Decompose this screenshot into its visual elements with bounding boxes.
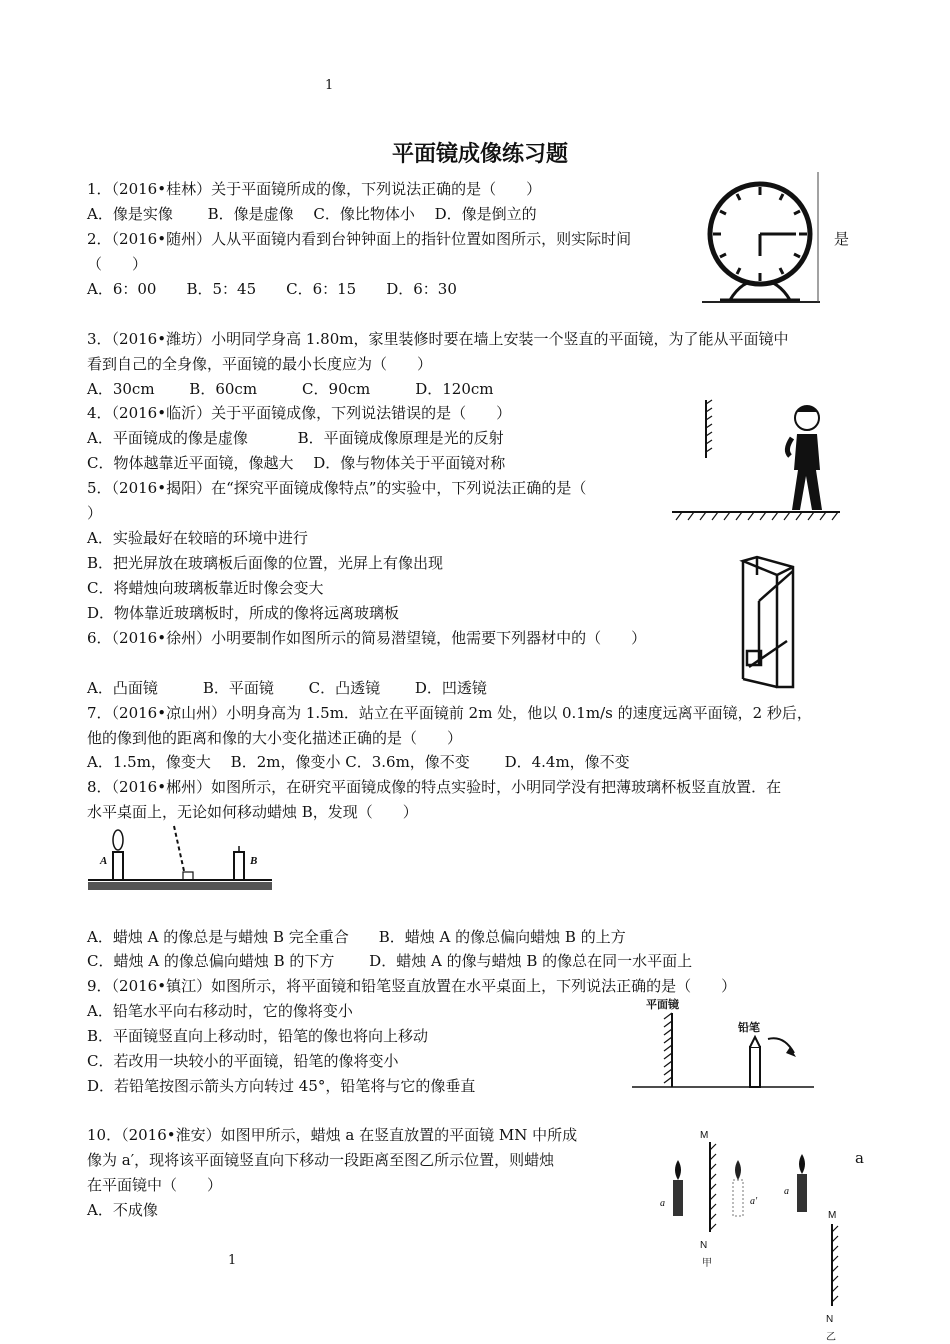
q10-stem-line1: 10．（2016•淮安）如图甲所示，蜡烛 a 在竖直放置的平面镜 MN 中所成 [87,1126,578,1144]
q5-option-a: A．实验最好在较暗的环境中进行 [87,529,308,547]
q4-stem: 4．（2016•临沂）关于平面镜成像，下列说法错误的是（ ） [87,404,512,422]
q1-options: A．像是实像 B．像是虚像 C．像比物体小 D．像是倒立的 [87,205,537,223]
label-n-jia: N [700,1240,708,1251]
q2-stem: 2．（2016•随州）人从平面镜内看到台钟钟面上的指针位置如图所示，则实际时间 [87,230,632,248]
q10-option-a: A．不成像 [87,1201,158,1219]
label-yi: 乙 [826,1332,836,1343]
q4-options-ab: A．平面镜成的像是虚像 B．平面镜成像原理是光的反射 [87,429,504,447]
q7-stem-line2: 他的像到他的距离和像的大小变化描述正确的是（ ） [87,729,463,747]
q4-options-cd: C．物体越靠近平面镜，像越大 D．像与物体关于平面镜对称 [87,454,506,472]
q2-options: A．6：00 B．5：45 C．6：15 D．6：30 [87,280,457,298]
q3-options: A．30cm B．60cm C．90cm D．120cm [87,380,494,398]
label-a-jia: a [660,1198,665,1209]
q2-stem-end: 是 [834,230,850,248]
q8-options-ab: A．蜡烛 A 的像总是与蜡烛 B 完全重合 B．蜡烛 A 的像总偏向蜡烛 B 的上方 [87,928,626,946]
q10-stem-line2-end: a [855,1149,864,1167]
q8-stem-line2: 水平桌面上，无论如何移动蜡烛 B，发现（ ） [87,803,418,821]
candle-b-label: B [250,855,258,867]
q7-options: A．1.5m，像变大 B．2m，像变小 C．3.6m，像不变 D．4.4m，像不变 [87,753,630,771]
q6-stem: 6．（2016•徐州）小明要制作如图所示的简易潜望镜，他需要下列器材中的（ ） [87,629,647,647]
person-mirror-figure [672,398,844,524]
q9-option-d: D．若铅笔按图示箭头方向转过 45°，铅笔将与它的像垂直 [87,1077,476,1095]
label-m-yi: M [828,1210,837,1221]
q5-option-b: B．把光屏放在玻璃板后面像的位置，光屏上有像出现 [87,554,444,572]
q9-stem: 9．（2016•镇江）如图所示，将平面镜和铅笔竖直放置在水平桌面上，下列说法正确的是（ ） [87,977,737,995]
q3-stem-line1: 3．（2016•潍坊）小明同学身高 1.80m，家里装修时要在墙上安装一个竖直的平面镜，为了能从平面镜中 [87,330,789,348]
q5-stem-end: ） [87,504,103,522]
label-n-yi: N [826,1314,834,1325]
page-title: 平面镜成像练习题 [392,141,569,167]
mirror-pencil-figure [632,995,814,1091]
q5-option-d: D．物体靠近玻璃板时，所成的像将远离玻璃板 [87,604,400,622]
q8-options-cd: C．蜡烛 A 的像总偏向蜡烛 B 的下方 D．蜡烛 A 的像与蜡烛 B 的像总在同一水平面上 [87,952,693,970]
candle-mirror-mn-figure [652,1124,844,1344]
label-a-prime: a' [750,1196,758,1207]
page-number-top: 1 [325,78,334,93]
q10-stem-line2: 像为 a′，现将该平面镜竖直向下移动一段距离至图乙所示位置，则蜡烛 [87,1151,555,1169]
q5-stem: 5．（2016•揭阳）在“探究平面镜成像特点”的实验中，下列说法正确的是（ [87,479,587,497]
pencil-label: 铅笔 [738,1021,760,1034]
q6-options: A．凸面镜 B．平面镜 C．凸透镜 D．凹透镜 [87,679,487,697]
clock-figure [702,172,820,304]
candle-a-label: A [100,855,108,867]
label-a-yi: a [784,1186,789,1197]
label-jia: 甲 [702,1258,712,1269]
page-number-bottom: 1 [228,1253,237,1268]
q9-option-a: A．铅笔水平向右移动时，它的像将变小 [87,1002,353,1020]
q3-stem-line2: 看到自己的全身像，平面镜的最小长度应为（ ） [87,355,433,373]
q5-option-c: C．将蜡烛向玻璃板靠近时像会变大 [87,579,324,597]
q2-paren: （ ） [87,255,148,273]
periscope-figure [737,555,799,690]
candle-glass-figure [86,824,274,894]
q9-option-c: C．若改用一块较小的平面镜，铅笔的像将变小 [87,1052,399,1070]
q1-stem: 1．（2016•桂林）关于平面镜所成的像，下列说法正确的是（ ） [87,180,542,198]
label-m-jia: M [700,1130,709,1141]
q9-option-b: B．平面镜竖直向上移动时，铅笔的像也将向上移动 [87,1027,429,1045]
mirror-label: 平面镜 [646,998,679,1011]
q10-stem-line3: 在平面镜中（ ） [87,1176,223,1194]
q8-stem-line1: 8．（2016•郴州）如图所示，在研究平面镜成像的特点实验时，小明同学没有把薄玻璃杯板竖直放置．在 [87,778,782,796]
q7-stem-line1: 7．（2016•凉山州）小明身高为 1.5m．站立在平面镜前 2m 处，他以 0.1m/s 的速度远离平面镜，2 秒后， [87,704,812,722]
